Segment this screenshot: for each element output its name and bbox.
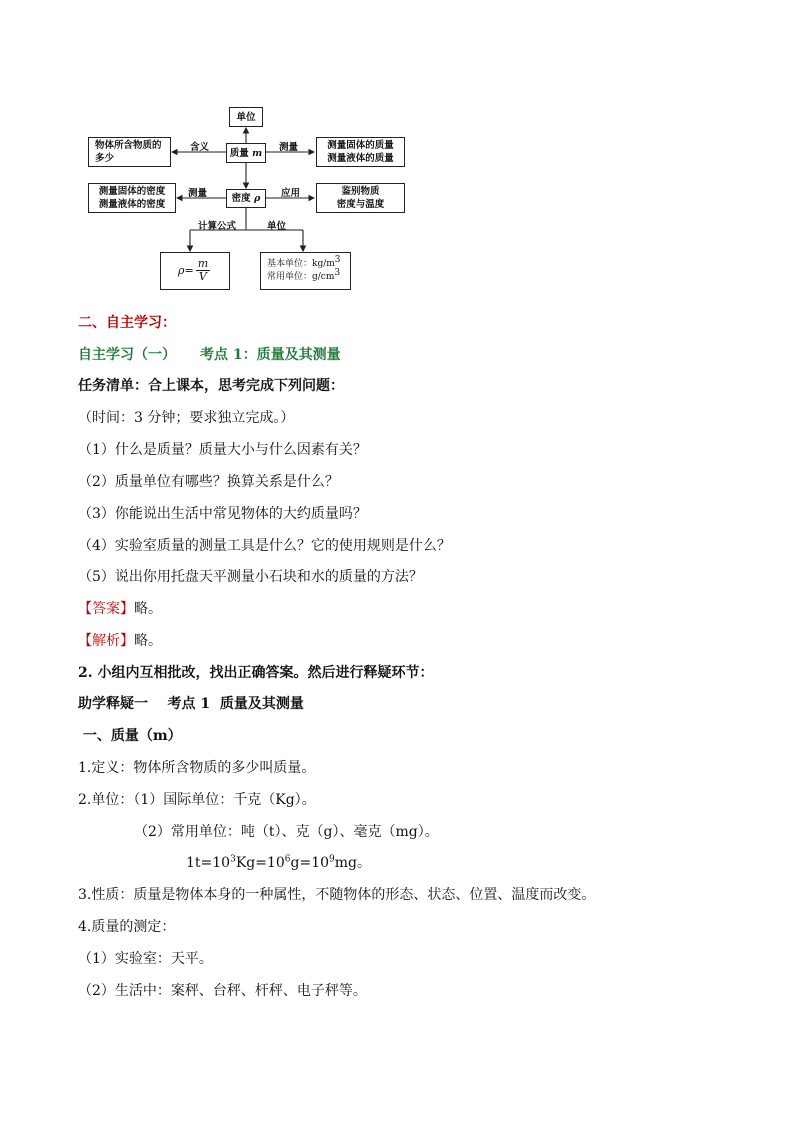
unit-intl: 2.单位：（1）国际单位：千克（Kg）。 xyxy=(78,792,316,808)
answer-line xyxy=(78,600,162,618)
measure-label-right: 测量 xyxy=(279,142,299,153)
mass-box xyxy=(226,143,266,163)
definition: 1.定义：物体所含物质的多少叫质量。 xyxy=(78,760,316,776)
help-heading-1: 助学释疑一 考点 1 质量及其测量 xyxy=(78,696,304,712)
conv-part-b: Kg=10 xyxy=(235,855,285,871)
property: 3.性质：质量是物体本身的一种属性，不随物体的形态、状态、位置、温度而改变。 xyxy=(78,887,596,903)
density-symbol: ρ xyxy=(254,193,261,204)
density-text: 密度 xyxy=(231,193,251,204)
question-2: （2）质量单位有哪些？换算关系是什么？ xyxy=(78,474,339,490)
answer-tag: 【答案】 xyxy=(78,601,134,617)
mass-measure-line-1: 测量固体的质量 xyxy=(327,140,394,151)
task-list: 任务清单：合上课本，思考完成下列问题： xyxy=(78,378,344,394)
mass-symbol: m xyxy=(252,147,263,159)
meaning-label: 含义 xyxy=(190,142,210,153)
conv-part-d: mg。 xyxy=(334,855,372,871)
conv-part-c: g=10 xyxy=(290,855,330,871)
density-box xyxy=(226,189,266,208)
common-unit-sup: 3 xyxy=(334,268,341,278)
study-heading-part-a: 自主学习（一） xyxy=(78,347,176,363)
common-unit xyxy=(267,268,350,284)
question-4: （4）实验室质量的测量工具是什么？它的使用规则是什么？ xyxy=(78,538,451,554)
life-tools: （2）生活中：案秤、台秤、杆秤、电子秤等。 xyxy=(78,983,367,999)
analysis-tag: 【解析】 xyxy=(78,633,134,649)
time-note: （时间：3 分钟；要求独立完成。） xyxy=(78,410,295,426)
formula-fraction xyxy=(196,258,210,283)
formula-label: 计算公式 xyxy=(198,221,237,232)
formula-rho: ρ= xyxy=(178,264,194,277)
unit-label: 单位 xyxy=(267,221,287,232)
concept-diagram xyxy=(0,0,794,300)
meaning-box xyxy=(88,137,171,167)
question-1: （1）什么是质量？质量大小与什么因素有关？ xyxy=(78,442,367,458)
mass-measure-box xyxy=(316,137,405,167)
analysis-text: 略。 xyxy=(134,633,162,649)
mass-text: 质量 xyxy=(229,147,249,159)
unit-top-text: 单位 xyxy=(236,111,256,123)
conv-sup-b: 6 xyxy=(284,854,291,865)
lab-tool: （1）实验室：天平。 xyxy=(78,951,213,967)
common-unit-text: 常用单位：g/cm xyxy=(267,272,335,282)
density-measure-box xyxy=(88,183,176,213)
apply-line-1: 鉴别物质 xyxy=(341,186,380,197)
formula-denominator: V xyxy=(198,270,207,283)
conv-sup-c: 9 xyxy=(329,854,335,865)
answer-text: 略。 xyxy=(134,601,162,617)
conv-sup-a: 3 xyxy=(230,854,236,865)
meaning-line-1: 物体所含物质的 xyxy=(95,140,162,151)
analysis-line xyxy=(78,632,162,650)
measurement-heading: 4.质量的测定： xyxy=(78,919,176,935)
step-2: 2. 小组内互相批改，找出正确答案。然后进行释疑环节： xyxy=(78,665,434,681)
basic-unit-sup: 3 xyxy=(334,255,341,265)
apply-box xyxy=(316,183,405,213)
study-heading-part-b: 考点 1：质量及其测量 xyxy=(200,347,341,363)
mass-heading: 一、质量（m） xyxy=(78,728,182,744)
measure-label-left: 测量 xyxy=(188,188,208,199)
meaning-line-2: 多少 xyxy=(95,153,115,164)
formula-numerator: m xyxy=(197,257,209,270)
unit-conversion xyxy=(186,854,371,872)
basic-unit-text: 基本单位：kg/m xyxy=(267,259,335,269)
study-heading-1 xyxy=(78,346,341,364)
density-measure-line-1: 测量固体的密度 xyxy=(98,186,166,197)
unit-box-top xyxy=(229,107,263,127)
density-measure-line-2: 测量液体的密度 xyxy=(98,199,166,210)
density-formula xyxy=(178,258,210,283)
question-5: （5）说出你用托盘天平测量小石块和水的质量的方法？ xyxy=(78,569,423,585)
conv-part-a: 1t=10 xyxy=(186,855,231,871)
units-box xyxy=(260,252,351,290)
apply-label: 应用 xyxy=(281,188,301,199)
question-3: （3）你能说出生活中常见物体的大约质量吗？ xyxy=(78,506,367,522)
unit-common: （2）常用单位：吨（t）、克（g）、毫克（mg）。 xyxy=(134,824,439,840)
apply-line-2: 密度与温度 xyxy=(336,199,385,210)
mass-measure-line-2: 测量液体的质量 xyxy=(327,153,394,164)
section-heading-2: 二、自主学习： xyxy=(78,315,176,331)
